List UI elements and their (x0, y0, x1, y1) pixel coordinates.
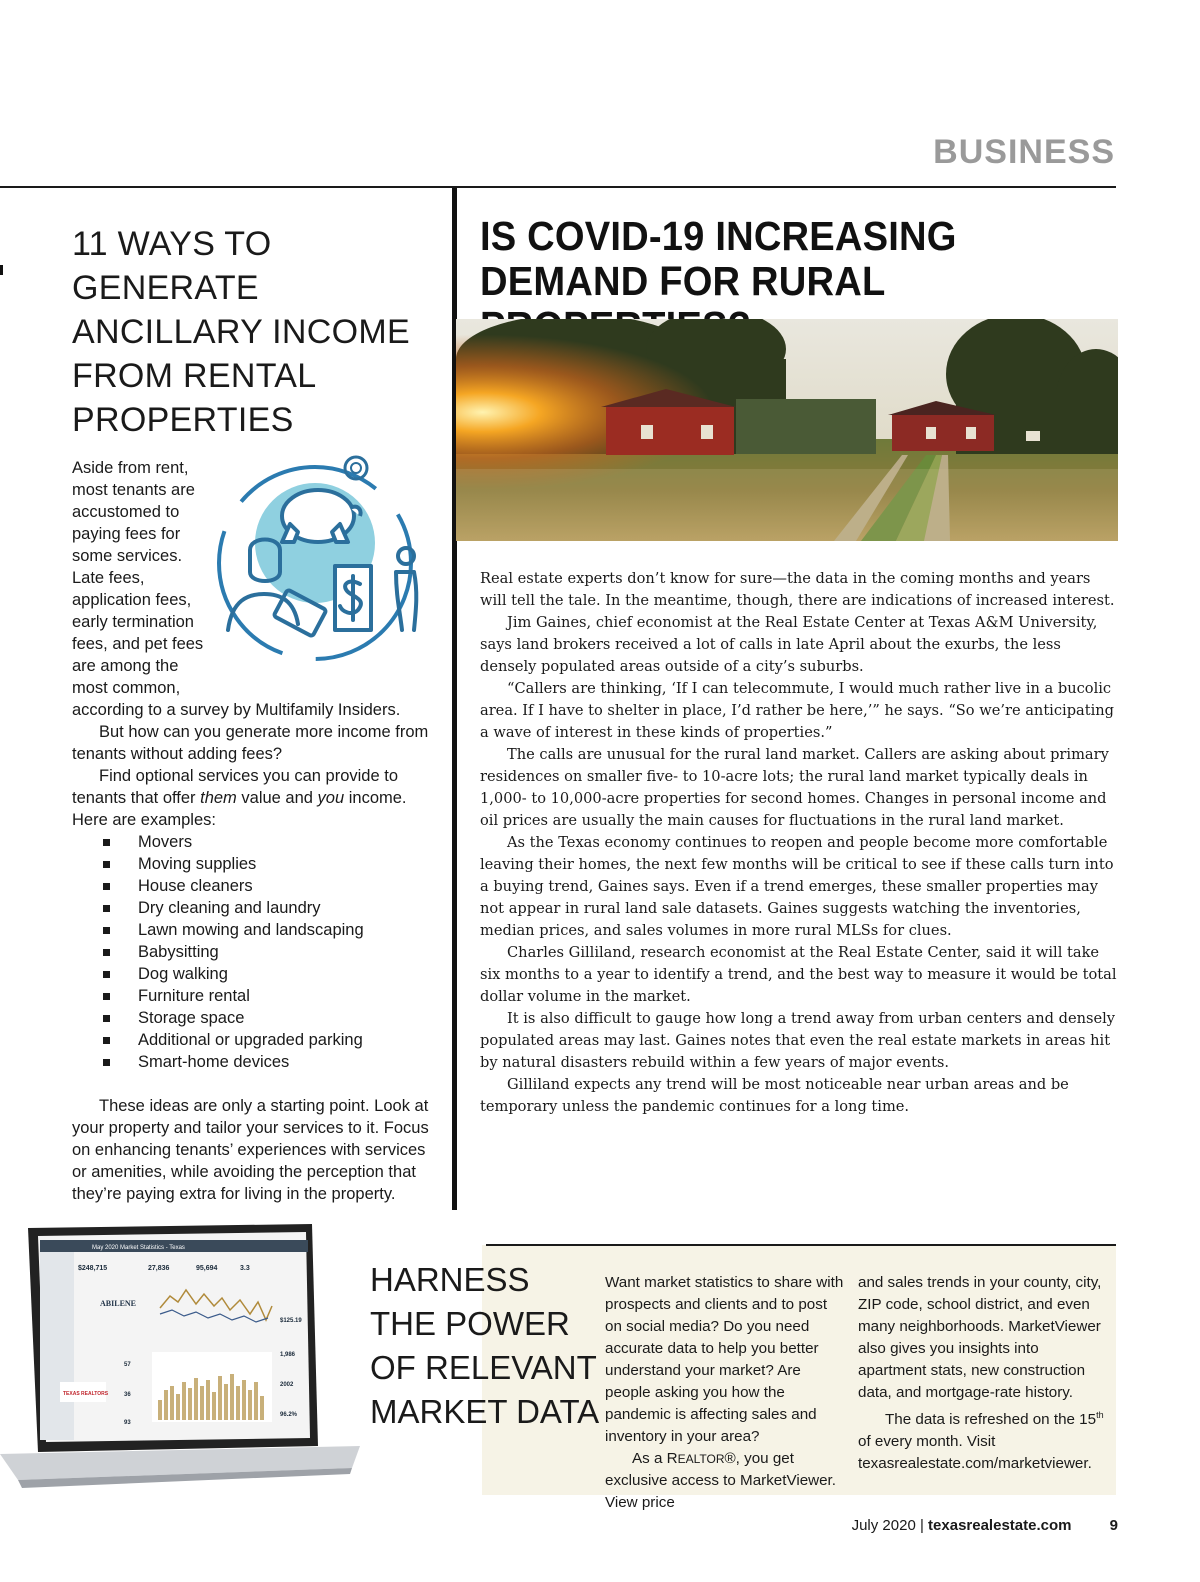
small-stat: 93 (124, 1420, 131, 1426)
right-article-body: Real estate experts don’t know for sure—the data in the coming months and years will tell the tale. In the meantime, though, there are indications of increased interest. Jim Gaines, chief economist at the Real Estate Center at Texas A&M University, says land brokers received a lot of calls in late April about the exurbs, the less densely populated areas outside of a city’s suburbs. “Callers are thinking, ‘If I can telecommute, I would much rather live in a bucolic area. If I have to shelter in place, I’d rather be here,’” he says. “So we’re anticipating a wave of interest in these kinds of properties.” The calls are unusual for the rural land market. Callers are asking about primary residences on smaller five- to 10-acre lots; the rural land market typically deals in 1,000- to 10,000-acre properties for second homes. Changes in personal income and oil prices are usually the main causes for fluctuations in the rural land market. As the Texas economy continues to reopen and people become more comfortable leaving their homes, the next few months will be critical to see if these calls turn into a buying trend, Gaines says. Even if a trend emerges, these smaller properties may not appear in rural land sale datasets. Gaines suggests watching the inventories, median prices, and sales volumes in more rural MLSs for clues. Charles Gilliland, research economist at the Real Estate Center, said it will take six months to a year to identify a trend, and the best way to measure it would be total dollar volume in the market. It is also difficult to gauge how long a trend away from urban centers and densely populated areas may last. Gaines notes that even the real estate markets in areas hit by natural disasters rebuild within a few years of major events. Gilliland expects any trend will be most noticeable near urban areas and be temporary unless the pandemic continues for a long time. (480, 570, 1117, 1115)
side-stat: 2002 (280, 1382, 294, 1388)
list-item: Moving supplies (72, 853, 432, 875)
list-item: Movers (72, 831, 432, 853)
piggy-bank-money-icon (200, 448, 440, 678)
left-article-body: according to a survey by Multifamily Insiders. But how can you generate more income from tenants without adding fees? Find optional services you can provide to tenants that offer them value and you income. Here are examples: Movers Moving supplies House cleaners Dry cleaning and laundry Lawn mowing and landscaping Babysitting Dog walking Furniture rental Storage space Additional or upgraded parking Smart-home devices (72, 699, 432, 1073)
small-stat: 57 (124, 1362, 131, 1368)
side-stat: $125.19 (280, 1318, 302, 1324)
stat-value: $248,715 (78, 1265, 108, 1272)
site-link[interactable]: texasrealestate.com (928, 1517, 1072, 1534)
screen-title: May 2020 Market Statistics - Texas (92, 1245, 185, 1251)
page-footer (852, 1517, 1118, 1534)
top-rule (0, 186, 1116, 188)
stat-value: 3.3 (240, 1265, 250, 1272)
screen-brand: ABILENE (100, 1299, 137, 1308)
texas-realtors-logo: TEXAS REALTORS (63, 1391, 109, 1397)
examples-list (72, 831, 432, 1073)
list-item: Additional or upgraded parking (72, 1029, 432, 1051)
issue-date: July 2020 (851, 1517, 916, 1534)
edge-mark (0, 265, 3, 275)
laptop-marketviewer-image (0, 1210, 360, 1510)
rural-farmhouse-photo (456, 319, 1118, 541)
section-label: BUSINESS (933, 133, 1115, 171)
list-item: Babysitting (72, 941, 432, 963)
ad-column-2: and sales trends in your county, city, ZIP code, school district, and even many neighborhoods. MarketViewer also gives you insights into apartment stats, new construction data, and mortgage-rate history. The data is refreshed on the 15th of every month. Visit texasrealestate.com/marketviewer. (858, 1274, 1104, 1473)
right-article-title: IS COVID-19 INCREASING DEMAND FOR RURAL (480, 213, 957, 304)
list-item: House cleaners (72, 875, 432, 897)
list-item: Lawn mowing and landscaping (72, 919, 432, 941)
page-number: 9 (1109, 1517, 1118, 1534)
ad-top-rule (486, 1244, 1116, 1246)
left-article-title: 11 WAYS TO GENERATE ANCILLARY INCOME FROM RENTAL PROPERTIES (72, 225, 410, 439)
stat-value: 27,836 (148, 1265, 170, 1272)
left-article-intro: Aside from rent, most tenants are accustomed to paying fees for some services. Late fees, application fees, early termination fees, and pet fees are among the most common, (72, 459, 204, 697)
side-stat: 96.2% (280, 1412, 298, 1418)
list-item: Smart-home devices (72, 1051, 432, 1073)
ad-title: HARNESS THE POWER OF RELEVANT MARKET DATA (370, 1261, 600, 1430)
footer-separator: | (919, 1517, 924, 1534)
side-stat: 1,986 (280, 1352, 296, 1358)
left-article-closing: These ideas are only a starting point. Look at your property and tailor your services to it. Focus on enhancing tenants’ experiences with services or amenities, while avoiding the perception that they’re paying extra for living in the property. (72, 1097, 429, 1203)
list-item: Dry cleaning and laundry (72, 897, 432, 919)
small-stat: 36 (124, 1392, 131, 1398)
ad-column-1: Want market statistics to share with prospects and clients and to post on social media? Do you need accurate data to help you better understand your market? Are people asking you how the pandemic is affecting sales and inventory in your area? As a REALTOR®, you get exclusive access to MarketViewer. View price (605, 1274, 844, 1511)
list-item: Storage space (72, 1007, 432, 1029)
stat-value: 95,694 (196, 1265, 218, 1272)
list-item: Furniture rental (72, 985, 432, 1007)
list-item: Dog walking (72, 963, 432, 985)
